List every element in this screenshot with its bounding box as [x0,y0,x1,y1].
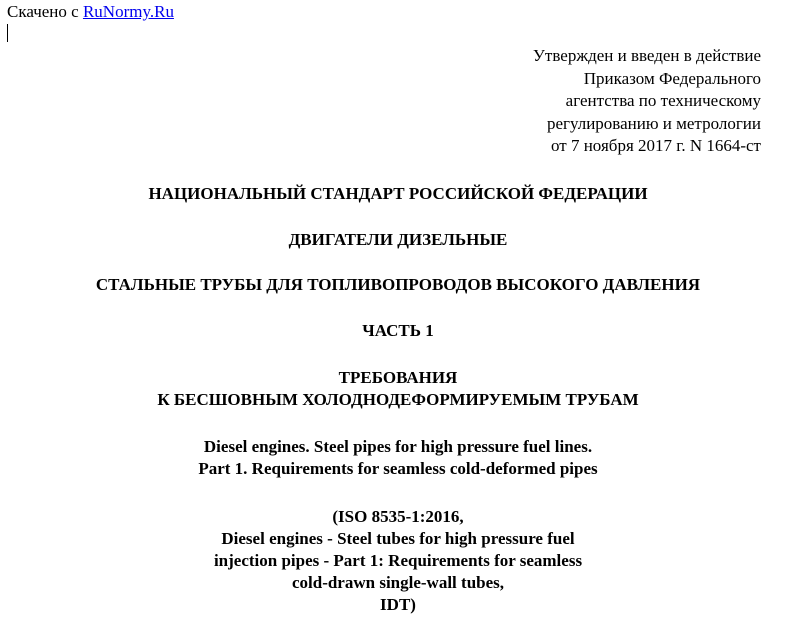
iso-reference-block [0,506,790,616]
part-heading [0,320,790,342]
approval-line: Утвержден и введен в действие [532,46,761,65]
english-title-block [0,436,790,480]
text-cursor [7,24,8,42]
approval-line: от 7 ноября 2017 г. N 1664-ст [551,136,761,155]
standard-type-text: НАЦИОНАЛЬНЫЙ СТАНДАРТ РОССИЙСКОЙ ФЕДЕРАЦИИ [148,184,648,203]
english-title-line: Diesel engines. Steel pipes for high pressure fuel lines. [203,437,593,456]
part-text: ЧАСТЬ 1 [362,321,434,340]
requirements-line: ТРЕБОВАНИЯ [338,368,458,387]
approval-line: регулированию и метрологии [546,113,761,133]
english-title-line: Part 1. Requirements for seamless cold-deformed pipes [198,459,598,478]
requirements-heading [0,367,790,411]
subject-heading [0,229,790,251]
approval-block [533,45,761,158]
title-text: СТАЛЬНЫЕ ТРУБЫ ДЛЯ ТОПЛИВОПРОВОДОВ ВЫСОКОГО ДАВЛЕНИЯ [95,275,701,294]
iso-line: Diesel engines - Steel tubes for high pressure fuel [221,529,575,548]
iso-line: injection pipes - Part 1: Requirements for seamless [213,551,583,570]
iso-line: (ISO 8535-1:2016, [332,507,464,526]
runormy-link[interactable]: RuNormy.Ru [82,2,174,21]
iso-line: IDT) [380,595,416,614]
standard-type-heading [0,183,790,205]
approval-line: агентства по техническому [565,91,761,110]
downloaded-from-text: Скачено с [7,2,79,21]
title-heading [0,274,790,296]
subject-text: ДВИГАТЕЛИ ДИЗЕЛЬНЫЕ [288,230,508,249]
approval-line: Приказом Федерального [583,68,761,88]
download-source-line [7,2,174,22]
iso-line: cold-drawn single-wall tubes, [291,573,505,592]
requirements-line: К БЕСШОВНЫМ ХОЛОДНОДЕФОРМИРУЕМЫМ ТРУБАМ [157,390,639,409]
